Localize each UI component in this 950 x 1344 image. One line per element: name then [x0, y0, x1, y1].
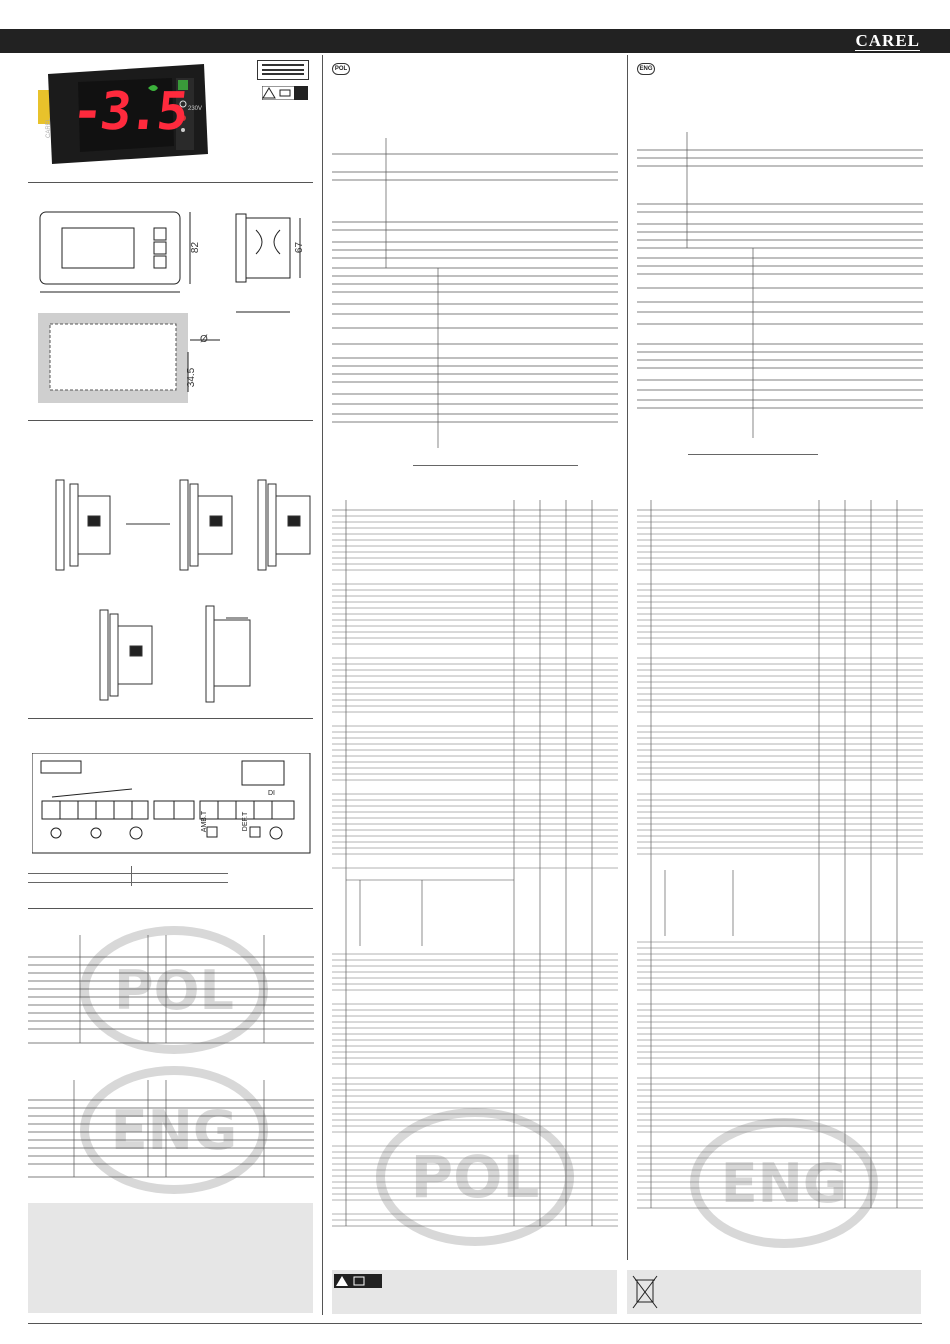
section-rule [28, 182, 313, 183]
pol-badge: POL [332, 63, 350, 75]
pol-watermark: POL [80, 926, 268, 1054]
eng-heading-rule [688, 454, 818, 455]
display-value: -3.5 [68, 82, 189, 142]
amb-t-label: AMB.T [201, 810, 209, 833]
eng-watermark: ENG [80, 1066, 268, 1194]
dimension-drawing [30, 200, 320, 410]
header-bar [0, 29, 950, 53]
eng-parameter-table [637, 500, 923, 1210]
pol-heading-rule [413, 465, 578, 466]
svg-text:230V: 230V [188, 106, 203, 112]
wheelie-bin-crossed-icon [631, 1274, 659, 1310]
wiring-diagram [32, 753, 312, 855]
carel-logo: CAREL [855, 31, 920, 50]
left-tables-grid [28, 935, 314, 1195]
warning-symbol-label [262, 86, 308, 100]
eng-watermark-2: ENG [690, 1118, 878, 1248]
eng-spec-table [637, 132, 923, 442]
diameter-label: Ø [200, 334, 208, 345]
table-rule [28, 873, 228, 874]
column-divider-2 [627, 55, 628, 1260]
pol-spec-table [332, 138, 618, 448]
pol-parameter-table [332, 500, 618, 1228]
column-divider-1 [322, 55, 323, 1315]
section-rule [28, 908, 313, 909]
svg-text:CAREL: CAREL [46, 117, 52, 138]
di-label: DI [268, 790, 275, 797]
pol-warning-box [332, 1270, 617, 1314]
section-rule [28, 420, 313, 421]
warning-icon [334, 1274, 382, 1288]
mounting-steps [30, 470, 320, 710]
def-t-label: DEF.T [242, 811, 250, 832]
height-front-label: 82 [190, 241, 202, 254]
read-instructions-label [257, 60, 309, 80]
notes-box [28, 1203, 313, 1313]
eng-badge: ENG [637, 63, 655, 75]
section-rule [28, 718, 313, 719]
eng-disposal-box [627, 1270, 921, 1314]
table-rule [28, 882, 228, 883]
pol-watermark-2: POL [376, 1108, 574, 1246]
height-side-label: 67 [294, 241, 306, 254]
cutout-offset-label: 34.5 [186, 367, 198, 388]
table-rule [131, 866, 132, 886]
footer-rule [28, 1323, 922, 1324]
